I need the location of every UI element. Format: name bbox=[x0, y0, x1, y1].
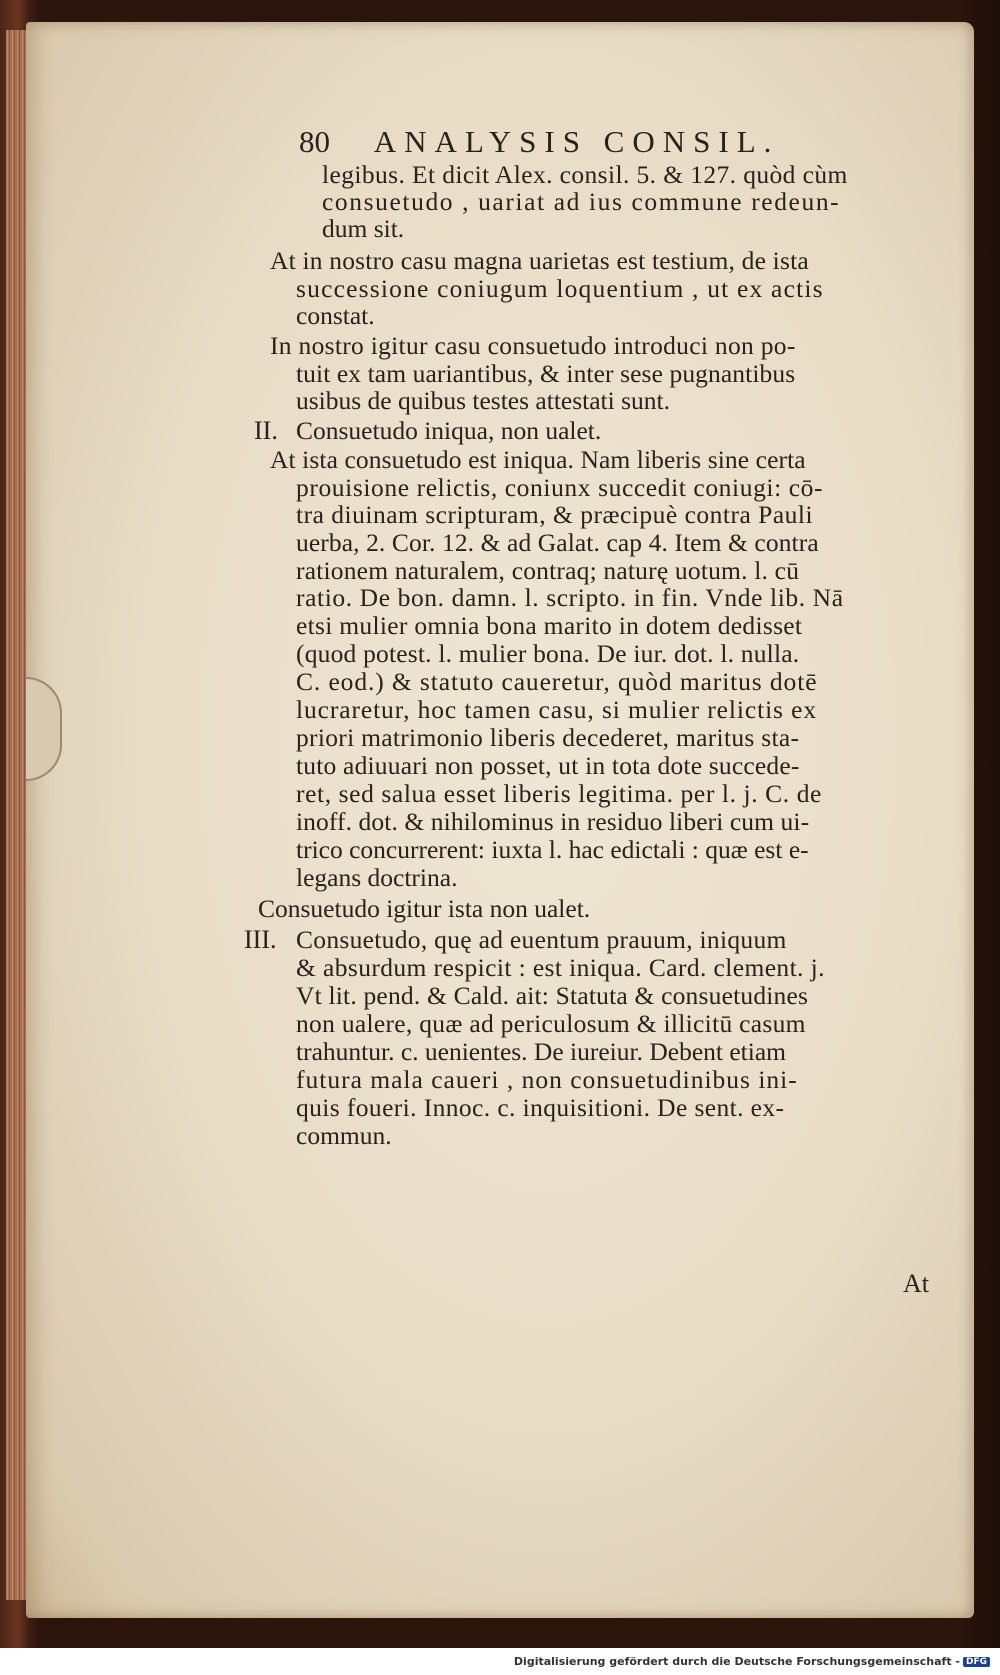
text-line: tuto adiuuari non posset, ut in tota dote succede- bbox=[296, 751, 800, 780]
page-number: 80 bbox=[299, 124, 330, 159]
section-numeral: II. bbox=[254, 416, 278, 445]
text-line: inoff. dot. & nihilominus in residuo liberi cum ui- bbox=[296, 807, 810, 836]
text-line: successione coniugum loquentium , ut ex actis bbox=[296, 274, 824, 303]
text-line: C. eod.) & statuto caueretur, quòd maritus dotē bbox=[296, 667, 818, 696]
text-line: legibus. Et dicit Alex. consil. 5. & 127. quòd cùm bbox=[322, 160, 848, 189]
text-line: ret, sed salua esset liberis legitima. per l. j. C. de bbox=[296, 779, 822, 808]
text-line: (quod potest. l. mulier bona. De iur. dot. l. nulla. bbox=[296, 639, 800, 668]
text-line: etsi mulier omnia bona marito in dotem dedisset bbox=[296, 611, 803, 640]
text-line: tra diuinam scripturam, & præcipuè contra Pauli bbox=[296, 500, 814, 529]
dfg-logo: DFG bbox=[963, 1657, 990, 1667]
text-line: prouisione relictis, coniunx succedit coniugi: cō- bbox=[296, 473, 824, 502]
catchword: At bbox=[903, 1269, 929, 1298]
text-line: In nostro igitur casu consuetudo introduci non po- bbox=[270, 331, 796, 360]
text-line: constat. bbox=[296, 301, 375, 330]
text-line: ratio. De bon. damn. l. scripto. in fin. Vnde lib. Nā bbox=[296, 583, 844, 612]
page-tab-marker bbox=[26, 677, 62, 781]
text-line: Consuetudo igitur ista non ualet. bbox=[258, 894, 591, 923]
text-line: rationem naturalem, contraq; naturę uotum. l. cū bbox=[296, 556, 800, 585]
text-line: Vt lit. pend. & Cald. ait: Statuta & consuetudines bbox=[296, 981, 809, 1010]
text-line: At in nostro casu magna uarietas est testium, de ista bbox=[270, 246, 809, 275]
text-line: dum sit. bbox=[322, 214, 405, 243]
text-line: commun. bbox=[296, 1121, 392, 1150]
text-line: lucraretur, hoc tamen casu, si mulier relictis ex bbox=[296, 695, 818, 724]
text-line: & absurdum respicit : est iniqua. Card. clement. j. bbox=[296, 953, 825, 982]
section-numeral: III. bbox=[244, 925, 277, 954]
text-line: quis foueri. Innoc. c. inquisitioni. De sent. ex- bbox=[296, 1093, 785, 1122]
page-header bbox=[299, 124, 779, 160]
text-line: trahuntur. c. uenientes. De iureiur. Debent etiam bbox=[296, 1037, 787, 1066]
text-line: legans doctrina. bbox=[296, 863, 458, 892]
running-title: ANALYSIS CONSIL. bbox=[373, 124, 780, 159]
text-line: usibus de quibus testes attestati sunt. bbox=[296, 386, 670, 415]
text-line: tuit ex tam uariantibus, & inter sese pugnantibus bbox=[296, 359, 796, 388]
text-line: consuetudo , uariat ad ius commune redeun- bbox=[322, 187, 841, 216]
text-line: trico concurrerent: iuxta l. hac edictali : quæ est e- bbox=[296, 835, 809, 864]
credit-text: Digitalisierung gefördert durch die Deutsche Forschungsgemeinschaft - bbox=[513, 1655, 960, 1668]
text-line: futura mala caueri , non consuetudinibus ini- bbox=[296, 1065, 798, 1094]
text-line: uerba, 2. Cor. 12. & ad Galat. cap 4. Item & contra bbox=[296, 528, 819, 557]
text-line: non ualere, quæ ad periculosum & illicitū casum bbox=[296, 1009, 806, 1038]
section-heading: Consuetudo, quę ad euentum prauum, iniquum bbox=[296, 925, 787, 954]
text-line: priori matrimonio liberis decederet, maritus sta- bbox=[296, 723, 800, 752]
section-heading: Consuetudo iniqua, non ualet. bbox=[296, 416, 602, 445]
book-page bbox=[26, 22, 974, 1618]
text-line: At ista consuetudo est iniqua. Nam liberis sine certa bbox=[270, 445, 806, 474]
digitization-credit bbox=[514, 1655, 990, 1668]
